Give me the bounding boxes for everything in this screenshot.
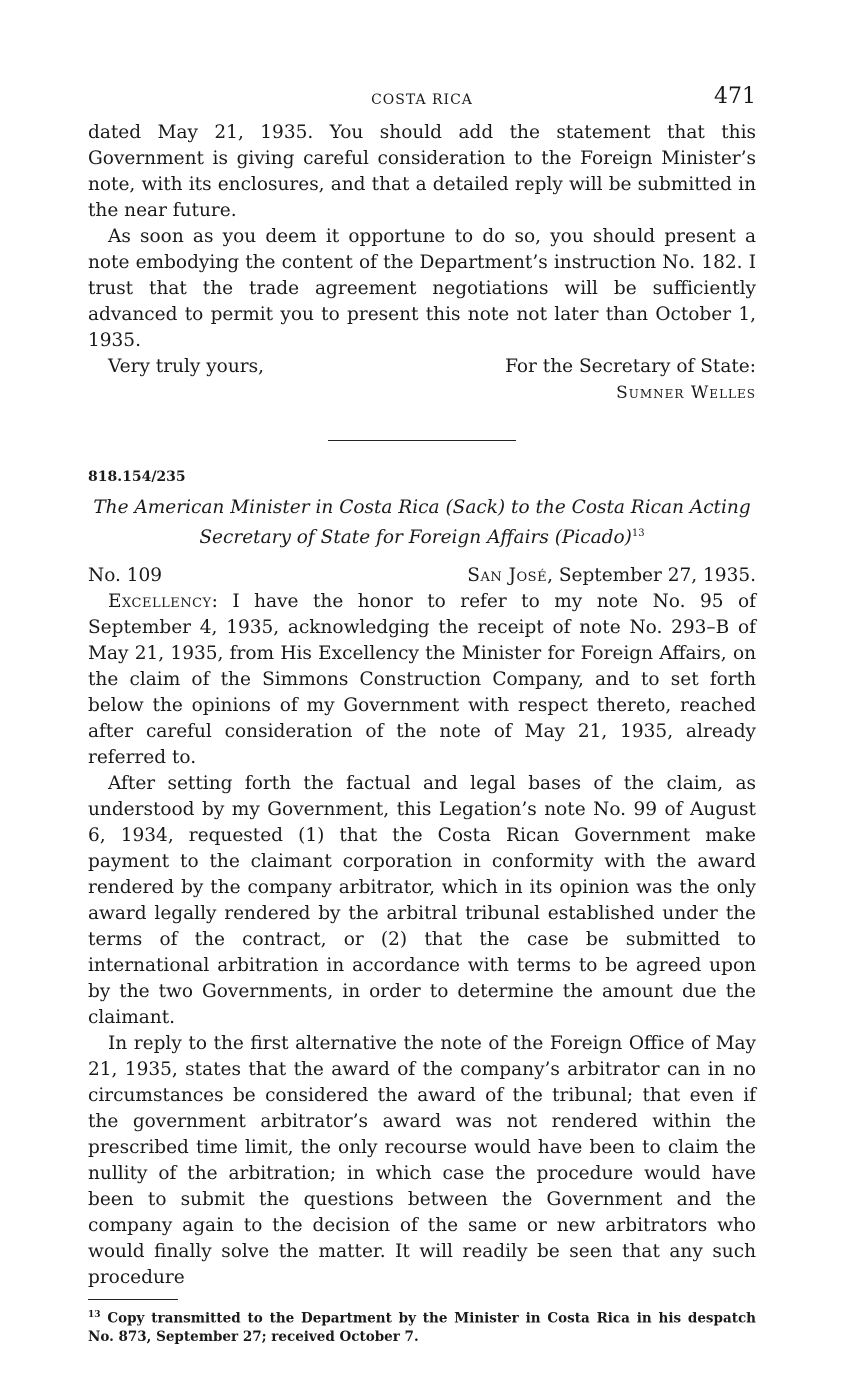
salutation-punct: : <box>211 591 233 613</box>
letter-paragraph-2: As soon as you deem it opportune to do so, you should present a note embodying the content of the Department’s instruction No. 182. I trust that the trade agreement negotiations will be sufficiently advanced to permit you to present this note not later than October 1, 1935. <box>88 226 756 351</box>
running-title: COSTA RICA <box>371 92 473 108</box>
signature: Sumner Welles <box>616 383 756 403</box>
note-paragraph-3: In reply to the first alternative the note of the Foreign Office of May 21, 1935, states that the award of the company’s arbitrator can in no circumstances be considered the award of the tribunal; that even if the government arbitrator’s award was not rendered within the prescribed time limit, the only recourse would have been to claim the nullity of the arbitration; in which case the procedure would have been to submit the questions between the Government and the company again to the decision of the same or new arbitrators who would finally solve the matter. It will readily be seen that any such procedure <box>88 1033 756 1289</box>
date: , September 27, 1935. <box>547 565 756 587</box>
section-separator <box>328 440 516 441</box>
heading-footnote-ref: 13 <box>631 528 645 539</box>
note-paragraph-1-text: I have the honor to refer to my note No. 95 of September 4, 1935, acknowledging the receipt of note No. 293–B of May 21, 1935, from His Excellency the Minister for Foreign Affairs, on the claim of the Simmons Construction Company, and to set forth below the opinions of my Government with respect thereto, reached after careful consideration of the note of May 21, 1935, already referred to. <box>88 591 756 769</box>
footnote-text: Copy transmitted to the Department by the Minister in Costa Rica in his despatch No. 873, September 27; received October 7. <box>88 1310 756 1345</box>
note-paragraph-1 <box>88 589 756 771</box>
footnote-rule <box>88 1299 178 1300</box>
closing-row <box>88 354 756 380</box>
place: San José <box>467 565 548 587</box>
document-heading <box>88 495 756 551</box>
document-heading-text: The American Minister in Costa Rica (Sack) to the Costa Rican Acting Secretary of State for Foreign Affairs (Picado) <box>93 497 751 549</box>
footnote-marker: 13 <box>88 1310 101 1321</box>
signatory-line: For the Secretary of State: <box>505 356 756 377</box>
note-paragraph-2: After setting forth the factual and legal bases of the claim, as understood by my Government, this Legation’s note No. 99 of August 6, 1934, requested (1) that the Costa Rican Government make payment to the claimant corporation in conformity with the award rendered by the company arbitrator, which in its opinion was the only award legally rendered by the arbitral tribunal established under the terms of the contract, or (2) that the case be submitted to international arbitration in accordance with terms to be agreed upon by the two Governments, in order to determine the amount due the claimant. <box>88 773 756 1029</box>
document-page <box>88 80 756 1346</box>
place-date <box>467 563 756 589</box>
note-header-row <box>88 563 756 589</box>
salutation: Excellency <box>108 591 212 613</box>
file-number: 818.154/235 <box>88 469 186 485</box>
letter-paragraph-1: dated May 21, 1935. You should add the statement that this Government is giving careful consideration to the Foreign Minister’s note, with its enclosures, and that a detailed reply will be submitted in the near future. <box>88 122 756 221</box>
running-header <box>88 80 756 120</box>
page-number: 471 <box>714 84 756 109</box>
footnote <box>88 1306 756 1346</box>
note-number: No. 109 <box>88 565 163 587</box>
complimentary-close: Very truly yours, <box>108 356 264 377</box>
